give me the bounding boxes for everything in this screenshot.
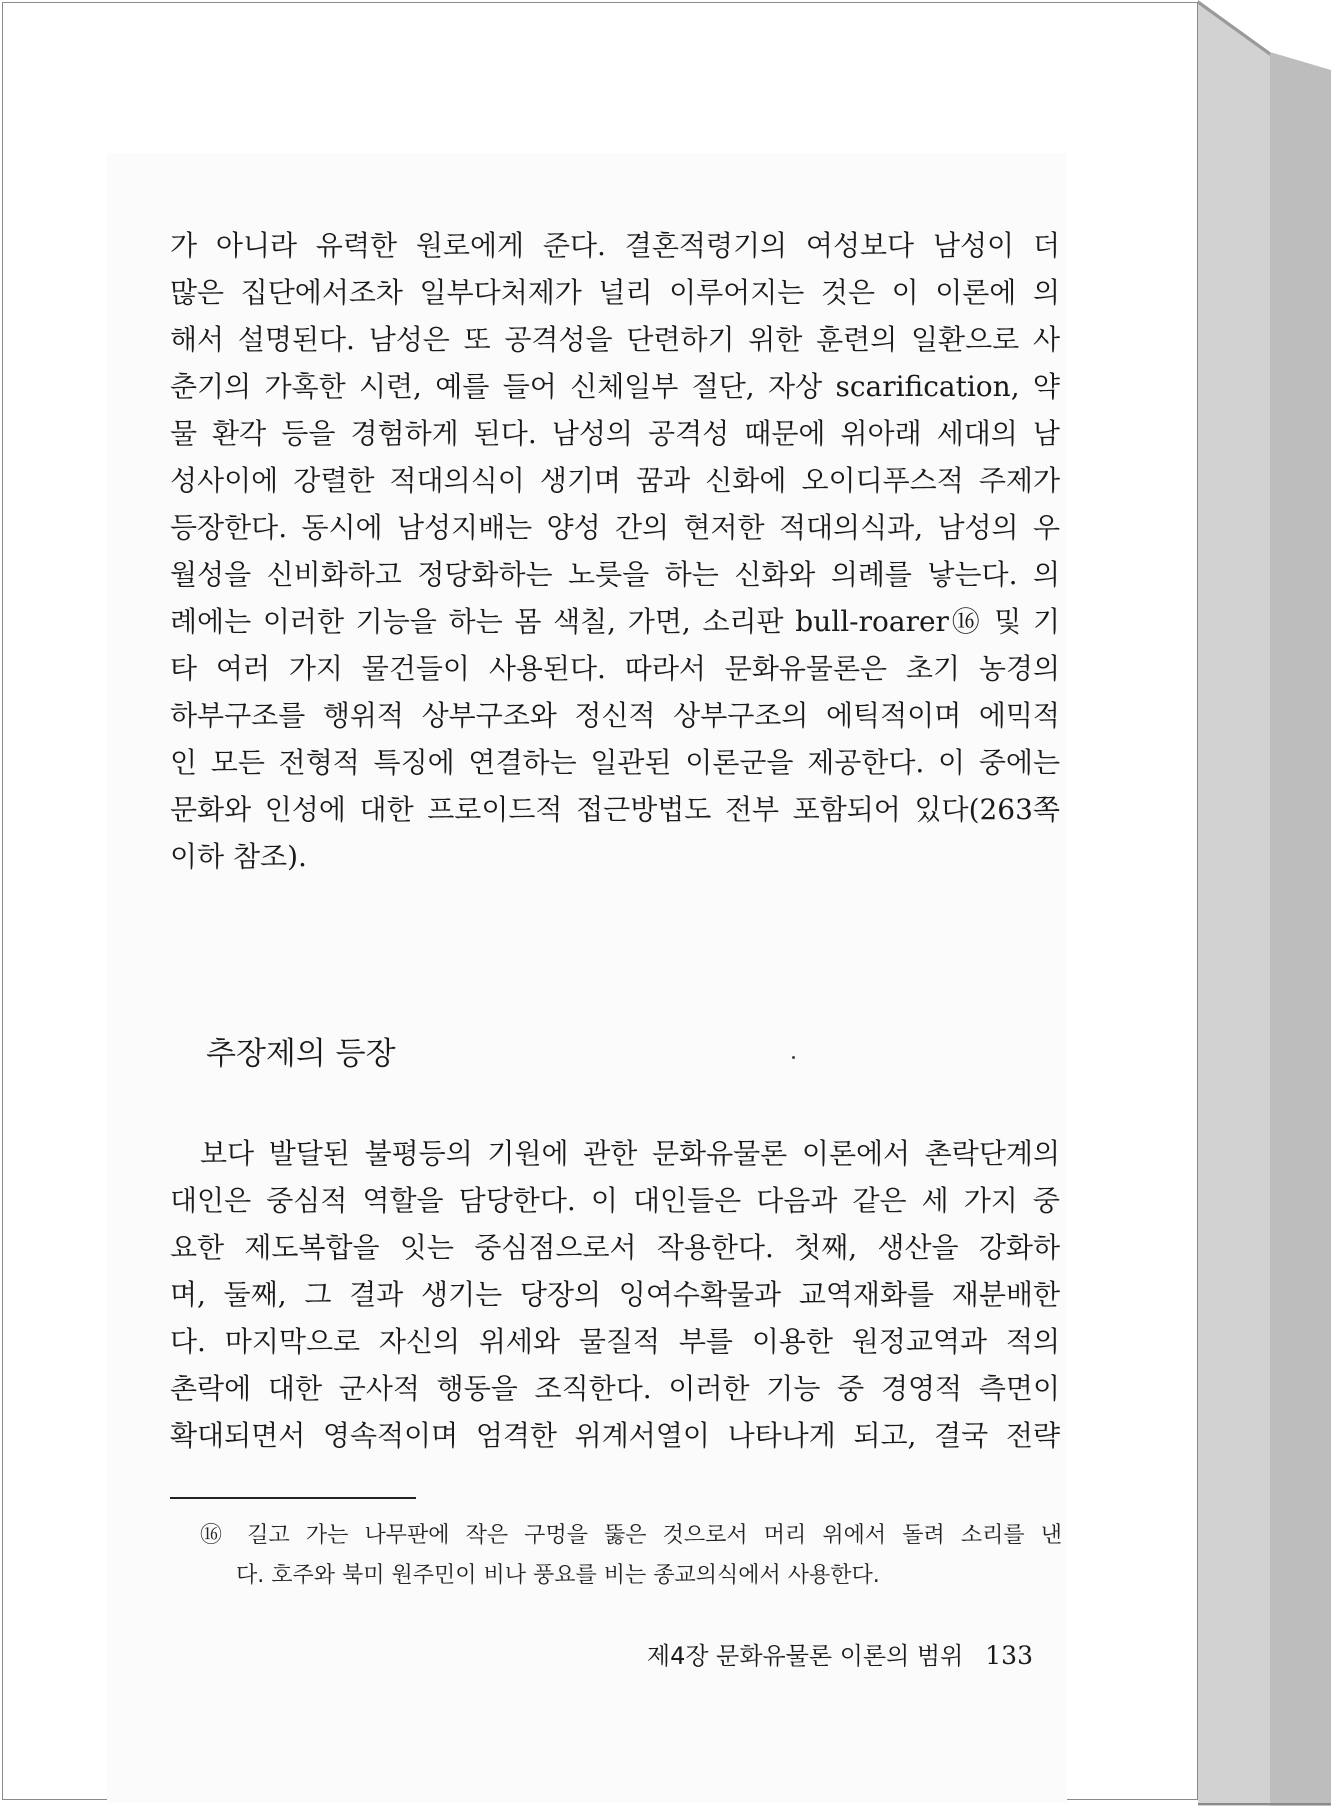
- text-line: 월성을 신비화하고 정당화하는 노릇을 하는 신화와 의례를 낳는다. 의: [170, 558, 1060, 591]
- footnote-line: 다. 호주와 북미 원주민이 비나 풍요를 비는 종교의식에서 사용한다.: [236, 1563, 880, 1588]
- text-line: 요한 제도복합을 잇는 중심점으로서 작용한다. 첫째, 생산을 강화하: [170, 1231, 1060, 1264]
- text-line: 문화와 인성에 대한 프로이드적 접근방법도 전부 포함되어 있다(263쪽: [170, 793, 1060, 826]
- section-heading: 추장제의 등장: [206, 1036, 396, 1072]
- spine-face: [1198, 0, 1270, 1806]
- text-line: 며, 둘째, 그 결과 생기는 당장의 잉여수확물과 교역재화를 재분배한: [170, 1278, 1060, 1311]
- text-line: 춘기의 가혹한 시련, 예를 들어 신체일부 절단, 자상 scarification, 약: [170, 370, 1060, 403]
- text-line: 보다 발달된 불평등의 기원에 관한 문화유물론 이론에서 촌락단계의: [200, 1137, 1060, 1170]
- text-line: 많은 집단에서조차 일부다처제가 널리 이루어지는 것은 이 이론에 의: [170, 276, 1060, 309]
- scan-speck: [792, 1056, 795, 1059]
- page-number: 133: [985, 1641, 1033, 1670]
- text-line: 대인은 중심적 역할을 담당한다. 이 대인들은 다음과 같은 세 가지 중: [170, 1184, 1060, 1217]
- text-line: 촌락에 대한 군사적 행동을 조직한다. 이러한 기능 중 경영적 측면이: [170, 1372, 1060, 1405]
- text-line: 가 아니라 유력한 원로에게 준다. 결혼적령기의 여성보다 남성이 더: [170, 229, 1060, 262]
- footnote: [200, 1516, 1062, 1596]
- footnote-divider: [170, 1497, 416, 1499]
- spine-fore-edge: [1270, 52, 1331, 1806]
- text-line: 하부구조를 행위적 상부구조와 정신적 상부구조의 에틱적이며 에믹적: [170, 699, 1060, 732]
- text-line: 타 여러 가지 물건들이 사용된다. 따라서 문화유물론은 초기 농경의: [170, 652, 1060, 685]
- paragraph-2: [170, 1130, 1060, 1459]
- text-line: 물 환각 등을 경험하게 된다. 남성의 공격성 때문에 위아래 세대의 남: [170, 417, 1060, 450]
- footnote-line: ⑯ 길고 가는 나무판에 작은 구멍을 뚫은 것으로서 머리 위에서 돌려 소리를 낸: [200, 1523, 1062, 1548]
- text-line: 확대되면서 영속적이며 엄격한 위계서열이 나타나게 되고, 결국 전략: [170, 1419, 1060, 1452]
- running-title: 제4장 문화유물론 이론의 범위: [646, 1642, 964, 1670]
- text-line: 성사이에 강렬한 적대의식이 생기며 꿈과 신화에 오이디푸스적 주제가: [170, 464, 1060, 497]
- book-spine: [1198, 0, 1331, 1806]
- text-line: 인 모든 전형적 특징에 연결하는 일관된 이론군을 제공한다. 이 중에는: [170, 746, 1060, 779]
- paragraph-1: [170, 222, 1060, 880]
- text-line: 이하 참조).: [170, 840, 307, 873]
- text-line: 등장한다. 동시에 남성지배는 양성 간의 현저한 적대의식과, 남성의 우: [170, 511, 1060, 544]
- page-footer: [647, 1636, 1033, 1676]
- text-line: 다. 마지막으로 자신의 위세와 물질적 부를 이용한 원정교역과 적의: [170, 1325, 1060, 1358]
- text-line: 례에는 이러한 기능을 하는 몸 색칠, 가면, 소리판 bull-roarer⑯ 및 기: [170, 605, 1060, 638]
- text-line: 해서 설명된다. 남성은 또 공격성을 단련하기 위한 훈련의 일환으로 사: [170, 323, 1060, 356]
